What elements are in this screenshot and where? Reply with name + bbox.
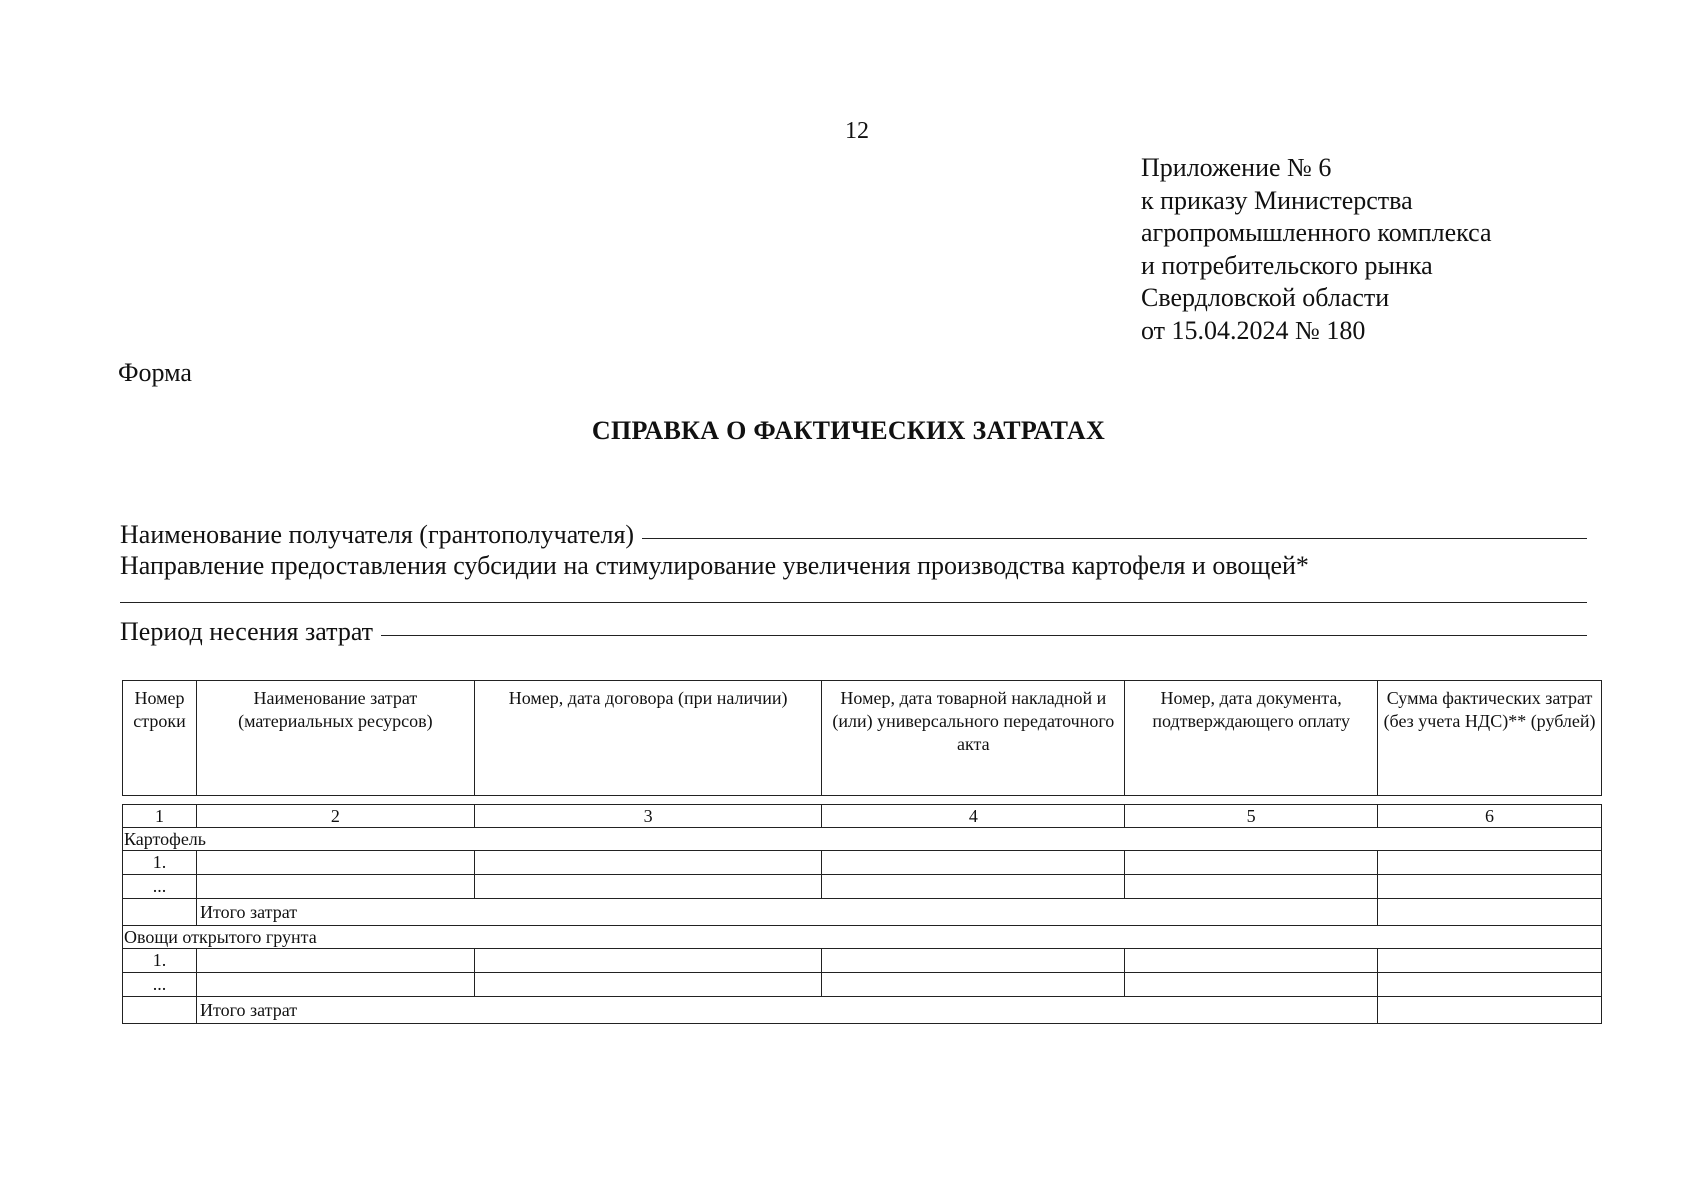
cell-invoice[interactable]: [822, 973, 1125, 997]
cell-actual-sum[interactable]: [1378, 949, 1602, 973]
table-spacer: [123, 796, 1602, 805]
header-invoice: Номер, дата товарной накладной и (или) универсального передаточного акта: [822, 681, 1125, 796]
direction-field: [120, 551, 1587, 581]
table-row[interactable]: [123, 875, 1602, 899]
appendix-line: от 15.04.2024 № 180: [1141, 315, 1366, 345]
cell-total-sum[interactable]: [1378, 997, 1602, 1024]
total-empty-cell: [123, 899, 197, 926]
section-row-vegetables: [123, 926, 1602, 949]
period-field[interactable]: [120, 617, 1587, 647]
costs-table: [122, 680, 1602, 1024]
cell-invoice[interactable]: [822, 851, 1125, 875]
cell-actual-sum[interactable]: [1378, 875, 1602, 899]
header-row-number: Номер строки: [123, 681, 197, 796]
row-number: 1.: [123, 949, 197, 973]
cell-cost-name[interactable]: [196, 949, 474, 973]
row-number: ...: [123, 973, 197, 997]
row-number: 1.: [123, 851, 197, 875]
column-number: 5: [1125, 805, 1378, 828]
appendix-line: к приказу Министерства: [1141, 185, 1413, 215]
table-row[interactable]: [123, 851, 1602, 875]
cell-payment-doc[interactable]: [1125, 851, 1378, 875]
column-number: 6: [1378, 805, 1602, 828]
appendix-line: агропромышленного комплекса: [1141, 218, 1492, 247]
row-number: ...: [123, 875, 197, 899]
direction-field-label: Направление предоставления субсидии на стимулирование увеличения производства картофеля и овощей*: [120, 551, 1309, 580]
cell-payment-doc[interactable]: [1125, 875, 1378, 899]
cell-actual-sum[interactable]: [1378, 973, 1602, 997]
column-number: 1: [123, 805, 197, 828]
section-title: Овощи открытого грунта: [123, 926, 1602, 949]
header-payment-doc: Номер, дата документа, подтверждающего оплату: [1125, 681, 1378, 796]
appendix-line: и потребительского рынка: [1141, 250, 1433, 280]
total-empty-cell: [123, 997, 197, 1024]
cell-contract[interactable]: [474, 875, 822, 899]
cell-payment-doc[interactable]: [1125, 973, 1378, 997]
cell-payment-doc[interactable]: [1125, 949, 1378, 973]
column-number: 2: [196, 805, 474, 828]
appendix-line: Свердловской области: [1141, 283, 1390, 312]
cell-contract[interactable]: [474, 973, 822, 997]
cell-actual-sum[interactable]: [1378, 851, 1602, 875]
section-title: Картофель: [123, 828, 1602, 851]
total-label: Итого затрат: [196, 997, 1377, 1024]
column-numbers-row: [123, 805, 1602, 828]
form-label: Форма: [118, 358, 192, 387]
total-row-vegetables: [123, 997, 1602, 1024]
table-row[interactable]: [123, 973, 1602, 997]
cell-contract[interactable]: [474, 851, 822, 875]
header-cost-name: Наименование затрат (материальных ресурсов): [196, 681, 474, 796]
cell-cost-name[interactable]: [196, 973, 474, 997]
cell-invoice[interactable]: [822, 875, 1125, 899]
cell-cost-name[interactable]: [196, 875, 474, 899]
total-row-potato: [123, 899, 1602, 926]
recipient-field-label: Наименование получателя (грантополучателя): [120, 520, 635, 549]
direction-blank-line[interactable]: [120, 602, 1587, 603]
total-label: Итого затрат: [196, 899, 1377, 926]
recipient-blank-line[interactable]: [642, 537, 1587, 539]
header-actual-sum: Сумма фактических затрат (без учета НДС)** (рублей): [1378, 681, 1602, 796]
table-row[interactable]: [123, 949, 1602, 973]
cell-cost-name[interactable]: [196, 851, 474, 875]
cell-contract[interactable]: [474, 949, 822, 973]
appendix-line: Приложение № 6: [1141, 153, 1332, 182]
period-blank-line[interactable]: [381, 634, 1587, 636]
document-title: СПРАВКА О ФАКТИЧЕСКИХ ЗАТРАТАХ: [591, 416, 1106, 445]
section-row-potato: [123, 828, 1602, 851]
table-header-row: [123, 681, 1602, 796]
cell-total-sum[interactable]: [1378, 899, 1602, 926]
recipient-field[interactable]: [120, 520, 1587, 550]
header-contract: Номер, дата договора (при наличии): [474, 681, 822, 796]
page-number: 12: [845, 118, 869, 144]
appendix-block: [1141, 152, 1492, 347]
cell-invoice[interactable]: [822, 949, 1125, 973]
column-number: 3: [474, 805, 822, 828]
period-field-label: Период несения затрат: [120, 617, 374, 646]
column-number: 4: [822, 805, 1125, 828]
